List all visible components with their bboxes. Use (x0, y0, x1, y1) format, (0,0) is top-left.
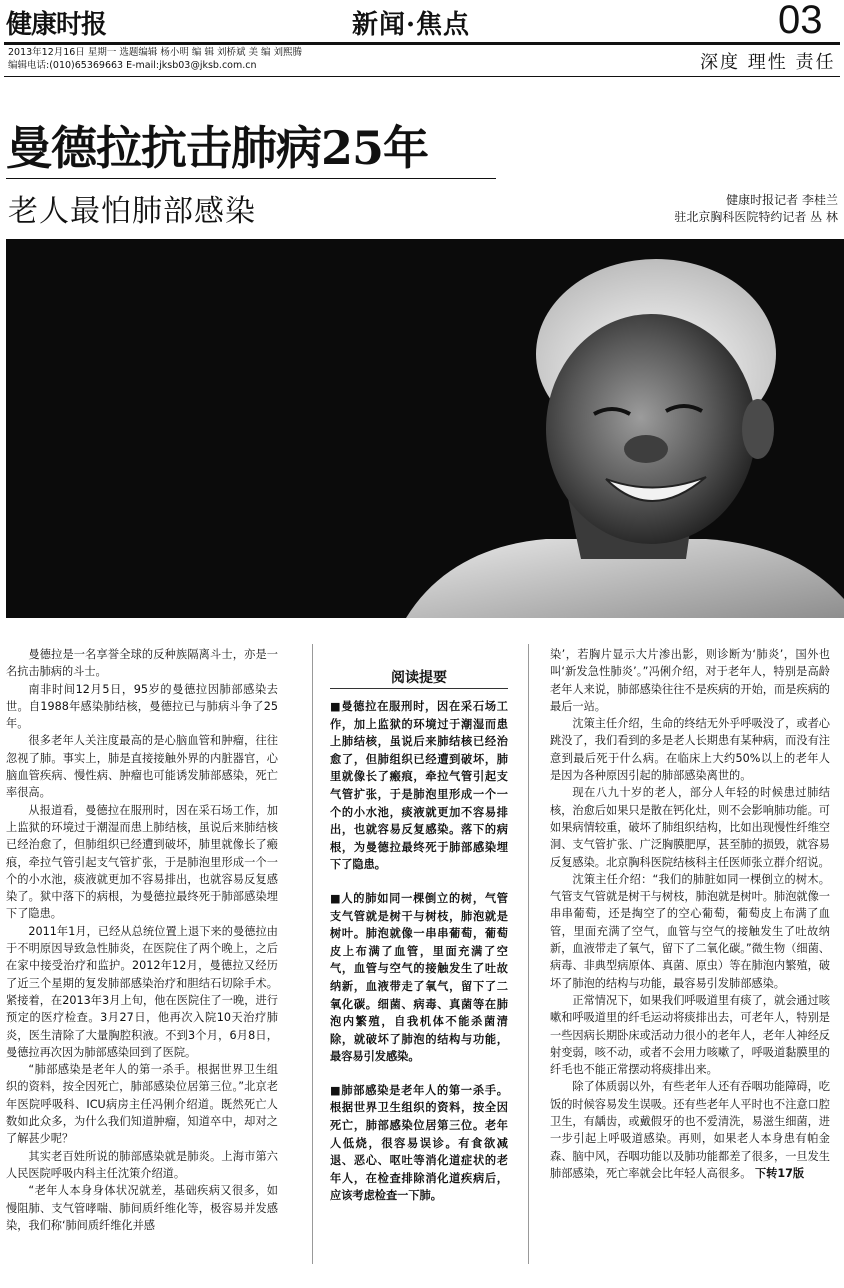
masthead-divider (4, 76, 840, 77)
paragraph: 2011年1月，已经从总统位置上退下来的曼德拉由于不明原因导致急性肺炎，在医院住了两个晚上，之后在家中接受治疗和监护。2012年12月，曼德拉又经历了近三个星期的复发肺部感染治疗和胆结石切除手术。紧接着，在2013年3月上旬，他在医院住了一晚，进行预定的医疗检查。3月27日，他再次入院10天治疗肺炎，医生清除了大量胸腔积液。不到3个月，6月8日，曼德拉再次因为肺部感染回到了医院。 (6, 924, 278, 1059)
paragraph: 沈策主任介绍，生命的终结无外乎呼吸没了，或者心跳没了，我们看到的多是老人长期患有某种病，而没有注意到最后死于什么病。在临床上大约50%以上的老年人是因为各种原因引起的肺部感染离世的。 (550, 717, 830, 783)
paragraph: 南非时间12月5日，95岁的曼德拉因肺部感染去世。自1988年感染肺结核，曼德拉已与肺病斗争了25年。 (6, 682, 278, 731)
bylines (674, 192, 838, 226)
summary-item: ■人的肺如同一棵倒立的树，气管支气管就是树干与树枝，肺泡就是树叶。肺泡就像一串串葡萄，葡萄皮上布满了血管，里面充满了空气，血管与空气的接触发生了吐故纳新，血液带走了氧气，留下了二氧化碳。细菌、病毒、真菌等在肺泡内繁殖，自我机体不能杀菌清除，就破坏了肺泡的结构与功能，最容易引发感染。 (330, 891, 508, 1064)
paragraph: 很多老年人关注度最高的是心脑血管和肿瘤，往往忽视了肺。事实上，肺是直接接触外界的内脏器官，心脑血管疾病、慢性病、肿瘤也可能诱发肺部感染，死亡率很高。 (6, 734, 278, 800)
summary-box-title: 阅读提要 (391, 670, 447, 686)
continued-on-page[interactable]: 下转17版 (754, 1166, 805, 1180)
newspaper-logo: 健康时报 (6, 10, 107, 40)
byline-1: 健康时报记者 李桂兰 (726, 193, 838, 207)
paragraph: 现在八九十岁的老人，部分人年轻的时候患过肺结核，治愈后如果只是散在钙化灶，则不会影响肺功能。可如果病情较重，破坏了肺组织结构，比如出现慢性纤维空洞、支气管扩张、广泛胸膜肥厚，甚至肺的损毁，就容易反复感染。北京胸科医院结核科主任医师张立群介绍说。 (550, 786, 830, 869)
article-column-3 (550, 646, 830, 1182)
masthead (0, 0, 844, 80)
headline: 曼德拉抗击肺病25年 (6, 121, 429, 175)
paragraph: “老年人本身身体状况就差，基础疾病又很多，如慢阻肺、支气管哮喘、肺间质纤维化等，极容易并发感染，我们称‘肺间质纤维化并感 (6, 1184, 278, 1232)
paragraph: “肺部感染是老年人的第一杀手。根据世界卫生组织的资料，按全因死亡，肺部感染位居第三位。”北京老年医院呼吸科、ICU病房主任冯俐介绍道。既然死亡人数如此众多，为什么我们知道肿瘤，知道卒中，却对之了解甚少呢？ (6, 1063, 278, 1146)
portrait-illustration (6, 239, 844, 618)
headline-rule (6, 178, 496, 179)
paragraph: 沈策主任介绍：“我们的肺脏如同一棵倒立的树木。气管支气管就是树干与树枝，肺泡就是树叶。肺泡就像一串串葡萄，还是掏空了的空心葡萄，葡萄皮上布满了血管，里面充满了空气，血管与空气的接触发生了吐故纳新，血液带走了氧气，留下了二氧化碳。”微生物（细菌、病毒、非典型病原体、真菌、原虫）等在肺泡内繁殖，破坏了肺泡的结构与功能，最容易引发肺部感染。 (550, 872, 830, 990)
slogan: 深度 理性 责任 (700, 52, 836, 73)
column-divider (528, 644, 529, 1264)
byline-2: 驻北京胸科医院特约记者 丛 林 (674, 210, 838, 224)
paragraph: 染’，若胸片显示大片渗出影，则诊断为‘肺炎’，国外也叫‘新发急性肺炎’。”冯俐介绍，对于老年人，特别是高龄老年人来说，肺部感染往往不是疾病的开始，而是疾病的最后一站。 (550, 648, 830, 713)
summary-box (330, 698, 508, 1221)
summary-item: ■曼德拉在服刑时，因在采石场工作，加上监狱的环境过于潮湿而患上肺结核，虽说后来肺结核已经治愈了，但肺组织已经遭到破坏，肺里就像长了瘢痕，牵拉气管引起支气管扩张，于是肺泡里形成一个一个的小水池，痰液就更加不容易排出，也就容易反复感染。落下的病根，为曼德拉最终死于肺部感染埋下了隐患。 (330, 700, 508, 872)
paragraph-text: 除了体质弱以外，有些老年人还有吞咽功能障碍，吃饭的时候容易发生误吸。还有些老年人平时也不注意口腔卫生，有龋齿，或戴假牙的也不爱清洗，易滋生细菌，进一步引起上呼吸道感染。再则，如果老人本身患有帕金森、脑中风，吞咽功能以及肺功能都差了很多，一旦发生肺部感染，死亡率就会比年轻人高很多。 (550, 1080, 830, 1180)
masthead-rule (4, 42, 840, 45)
paragraph: 其实老百姓所说的肺部感染就是肺炎。上海市第六人民医院呼吸内科主任沈策介绍道。 (6, 1149, 278, 1180)
editor-line-1: 2013年12月16日 星期一 选题编辑 杨小明 编 辑 刘桥斌 美 编 刘熙腾 (8, 47, 303, 58)
paragraph: 正常情况下，如果我们呼吸道里有痰了，就会通过咳嗽和呼吸道里的纤毛运动将痰排出去，可老年人，特别是一些因病长期卧床或活动力很小的老年人，老年人神经反射变弱，咳不动，或者不会用力咳嗽了，呼吸道黏膜里的纤毛也不能正常摆动将痰排出来。 (550, 993, 830, 1077)
paragraph: 曼德拉是一名享誉全球的反种族隔离斗士，亦是一名抗击肺病的斗士。 (6, 648, 278, 679)
article-column-1 (6, 646, 278, 1234)
section-title: 新闻·焦点 (352, 10, 471, 40)
paragraph: 从报道看，曼德拉在服刑时，因在采石场工作，加上监狱的环境过于潮湿而患上肺结核，虽说后来肺结核已经治愈了，但肺组织已经遭到破坏，肺里就像长了瘢痕，牵拉气管引起支气管扩张，于是肺泡里形成一个一个的小水池，痰液就更加不容易排出，也就容易反复感染了。狱中落下的病根，为曼德拉最终死于肺部感染埋下了隐患。 (6, 803, 278, 921)
paragraph (550, 1078, 830, 1182)
page-number: 03 (778, 0, 823, 42)
column-divider (312, 644, 313, 1264)
portrait-photo (6, 239, 844, 618)
editor-info (8, 46, 302, 72)
summary-item: ■肺部感染是老年人的第一杀手。根据世界卫生组织的资料，按全因死亡，肺部感染位居第三位。老年人低烧，很容易误诊。有食欲减退、恶心、呕吐等消化道症状的老年人，在检查排除消化道疾病后，应该考虑检查一下肺。 (330, 1083, 508, 1203)
summary-box-rule (330, 688, 508, 689)
editor-line-2: 编辑电话:(010)65369663 E-mail:jksb03@jksb.com.cn (8, 60, 257, 71)
subheadline: 老人最怕肺部感染 (8, 194, 256, 229)
